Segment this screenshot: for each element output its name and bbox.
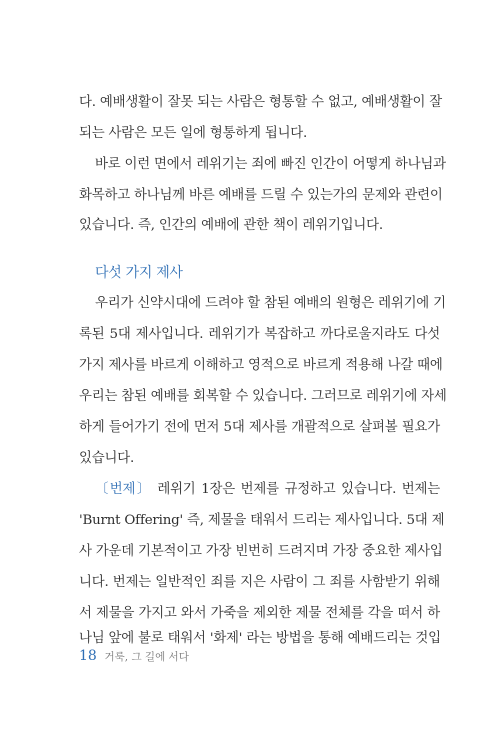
paragraph-4-line-4: 니다. 번제는 일반적인 죄를 지은 사람이 그 죄를 사함받기 위해 <box>79 575 440 590</box>
paragraph-4-line-2: 'Burnt Offering' 즉, 제물을 태워서 드리는 제사입니다. 5대 제 <box>79 513 445 528</box>
paragraph-1-line-1: 다. 예배생활이 잘못 되는 사람은 형통할 수 없고, 예배생활이 잘 <box>79 95 443 110</box>
paragraph-3-line-4: 우리는 참된 예배를 회복할 수 있습니다. 그러므로 레위기에 자세 <box>79 389 447 404</box>
paragraph-3-line-6: 있습니다. <box>79 451 134 466</box>
paragraph-2-line-3: 있습니다. 즉, 인간의 예배에 관한 책이 레위기입니다. <box>79 218 383 233</box>
paragraph-3-line-5: 하게 들어가기 전에 먼저 5대 제사를 개괄적으로 살펴볼 필요가 <box>79 420 440 435</box>
section-heading: 다섯 가지 제사 <box>95 265 183 281</box>
paragraph-2-line-2: 화목하고 하나님께 바른 예배를 드릴 수 있는가의 문제와 관련이 <box>79 188 443 203</box>
paragraph-4-line-3: 사 가운데 기본적이고 가장 빈번히 드려지며 가장 중요한 제사입 <box>79 544 443 559</box>
paragraph-1-line-2: 되는 사람은 모든 일에 형통하게 됩니다. <box>79 126 308 141</box>
page-number: 18 <box>79 648 97 664</box>
paragraph-3-line-3: 가지 제사를 바르게 이해하고 영적으로 바르게 적용해 나갈 때에 <box>79 358 443 373</box>
paragraph-3-line-1: 우리가 신약시대에 드려야 할 참된 예배의 원형은 레위기에 기 <box>95 296 446 311</box>
paragraph-4-line-6: 나님 앞에 불로 태워서 '화제' 라는 방법을 통해 예배드리는 것입 <box>79 631 441 646</box>
paragraph-2-line-1: 바로 이런 면에서 레위기는 죄에 빠진 인간이 어떻게 하나님과 <box>95 157 446 172</box>
paragraph-4-line-1-text: 레위기 1장은 번제를 규정하고 있습니다. 번제는 <box>151 482 440 497</box>
running-title: 거룩, 그 길에 서다 <box>104 651 189 663</box>
paragraph-3-line-2: 록된 5대 제사입니다. 레위기가 복잡하고 까다로울지라도 다섯 <box>79 327 440 342</box>
paragraph-4-line-1 <box>95 480 440 500</box>
burnt-offering-label: 〔번제〕 <box>95 482 152 497</box>
page-footer <box>79 648 189 665</box>
paragraph-4-line-5: 서 제물을 가지고 와서 가죽을 제외한 제물 전체를 각을 떠서 하 <box>79 606 440 621</box>
